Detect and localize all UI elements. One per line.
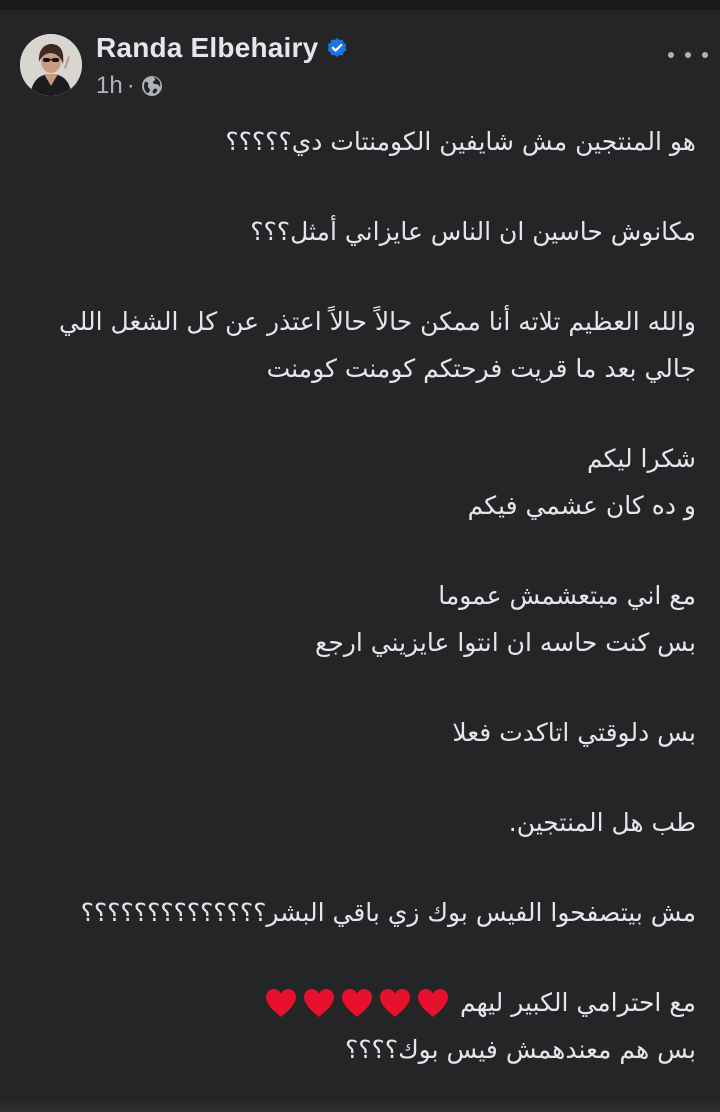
red-heart-icon <box>264 987 298 1019</box>
paragraph-gap <box>16 666 696 709</box>
post-line: بس هم معندهمش فيس بوك؟؟؟؟ <box>345 1035 696 1064</box>
paragraph-gap <box>16 165 696 208</box>
author-row <box>96 32 348 64</box>
post-timestamp[interactable]: 1h <box>96 72 123 99</box>
verified-badge-icon <box>326 37 348 59</box>
post-line-with-hearts <box>16 979 696 1026</box>
red-heart-icon <box>302 987 336 1019</box>
post-line: بس دلوقتي اتاكدت فعلا <box>452 718 696 747</box>
post-line: مش بيتصفحوا الفيس بوك زي باقي البشر؟؟؟؟؟؟؟؟؟؟؟؟؟؟ <box>80 898 696 927</box>
post-line: و ده كان عشمي فيكم <box>467 491 696 520</box>
post-line: جالي بعد ما قريت فرحتكم كومنت كومنت <box>266 354 696 383</box>
hearts-group <box>260 987 450 1019</box>
post-line: شكرا ليكم <box>586 444 696 473</box>
bottom-edge <box>0 1098 720 1112</box>
post-line: مكانوش حاسين ان الناس عايزاني أمثل؟؟؟ <box>250 217 696 246</box>
post-line: طب هل المنتجين. <box>508 808 696 837</box>
paragraph-gap <box>16 756 696 799</box>
more-dot <box>702 52 708 58</box>
paragraph-gap <box>16 255 696 298</box>
paragraph-gap <box>16 529 696 572</box>
paragraph-gap <box>16 936 696 979</box>
post-line: مع اني مبتعشمش عموما <box>438 581 696 610</box>
more-dot <box>685 52 691 58</box>
red-heart-icon <box>416 987 450 1019</box>
paragraph-gap <box>16 392 696 435</box>
globe-icon[interactable] <box>141 75 163 97</box>
post-header <box>0 10 720 100</box>
more-options-icon[interactable] <box>668 44 708 66</box>
post-text <box>16 118 696 1073</box>
red-heart-icon <box>340 987 374 1019</box>
meta-separator: · <box>126 72 135 99</box>
more-dot <box>668 52 674 58</box>
paragraph-gap <box>16 846 696 889</box>
post-line: مع احترامي الكبير ليهم <box>459 988 696 1017</box>
post-meta <box>96 72 163 100</box>
post-line: هو المنتجين مش شايفين الكومنتات دي؟؟؟؟؟ <box>225 127 696 156</box>
post-line: بس كنت حاسه ان انتوا عايزيني ارجع <box>315 628 696 657</box>
author-name[interactable]: Randa Elbehairy <box>96 32 319 63</box>
avatar[interactable] <box>20 34 82 96</box>
status-bar-strip <box>0 0 720 10</box>
post-line: والله العظيم تلاته أنا ممكن حالاً حالاً اعتذر عن كل الشغل اللي <box>58 307 696 336</box>
red-heart-icon <box>378 987 412 1019</box>
